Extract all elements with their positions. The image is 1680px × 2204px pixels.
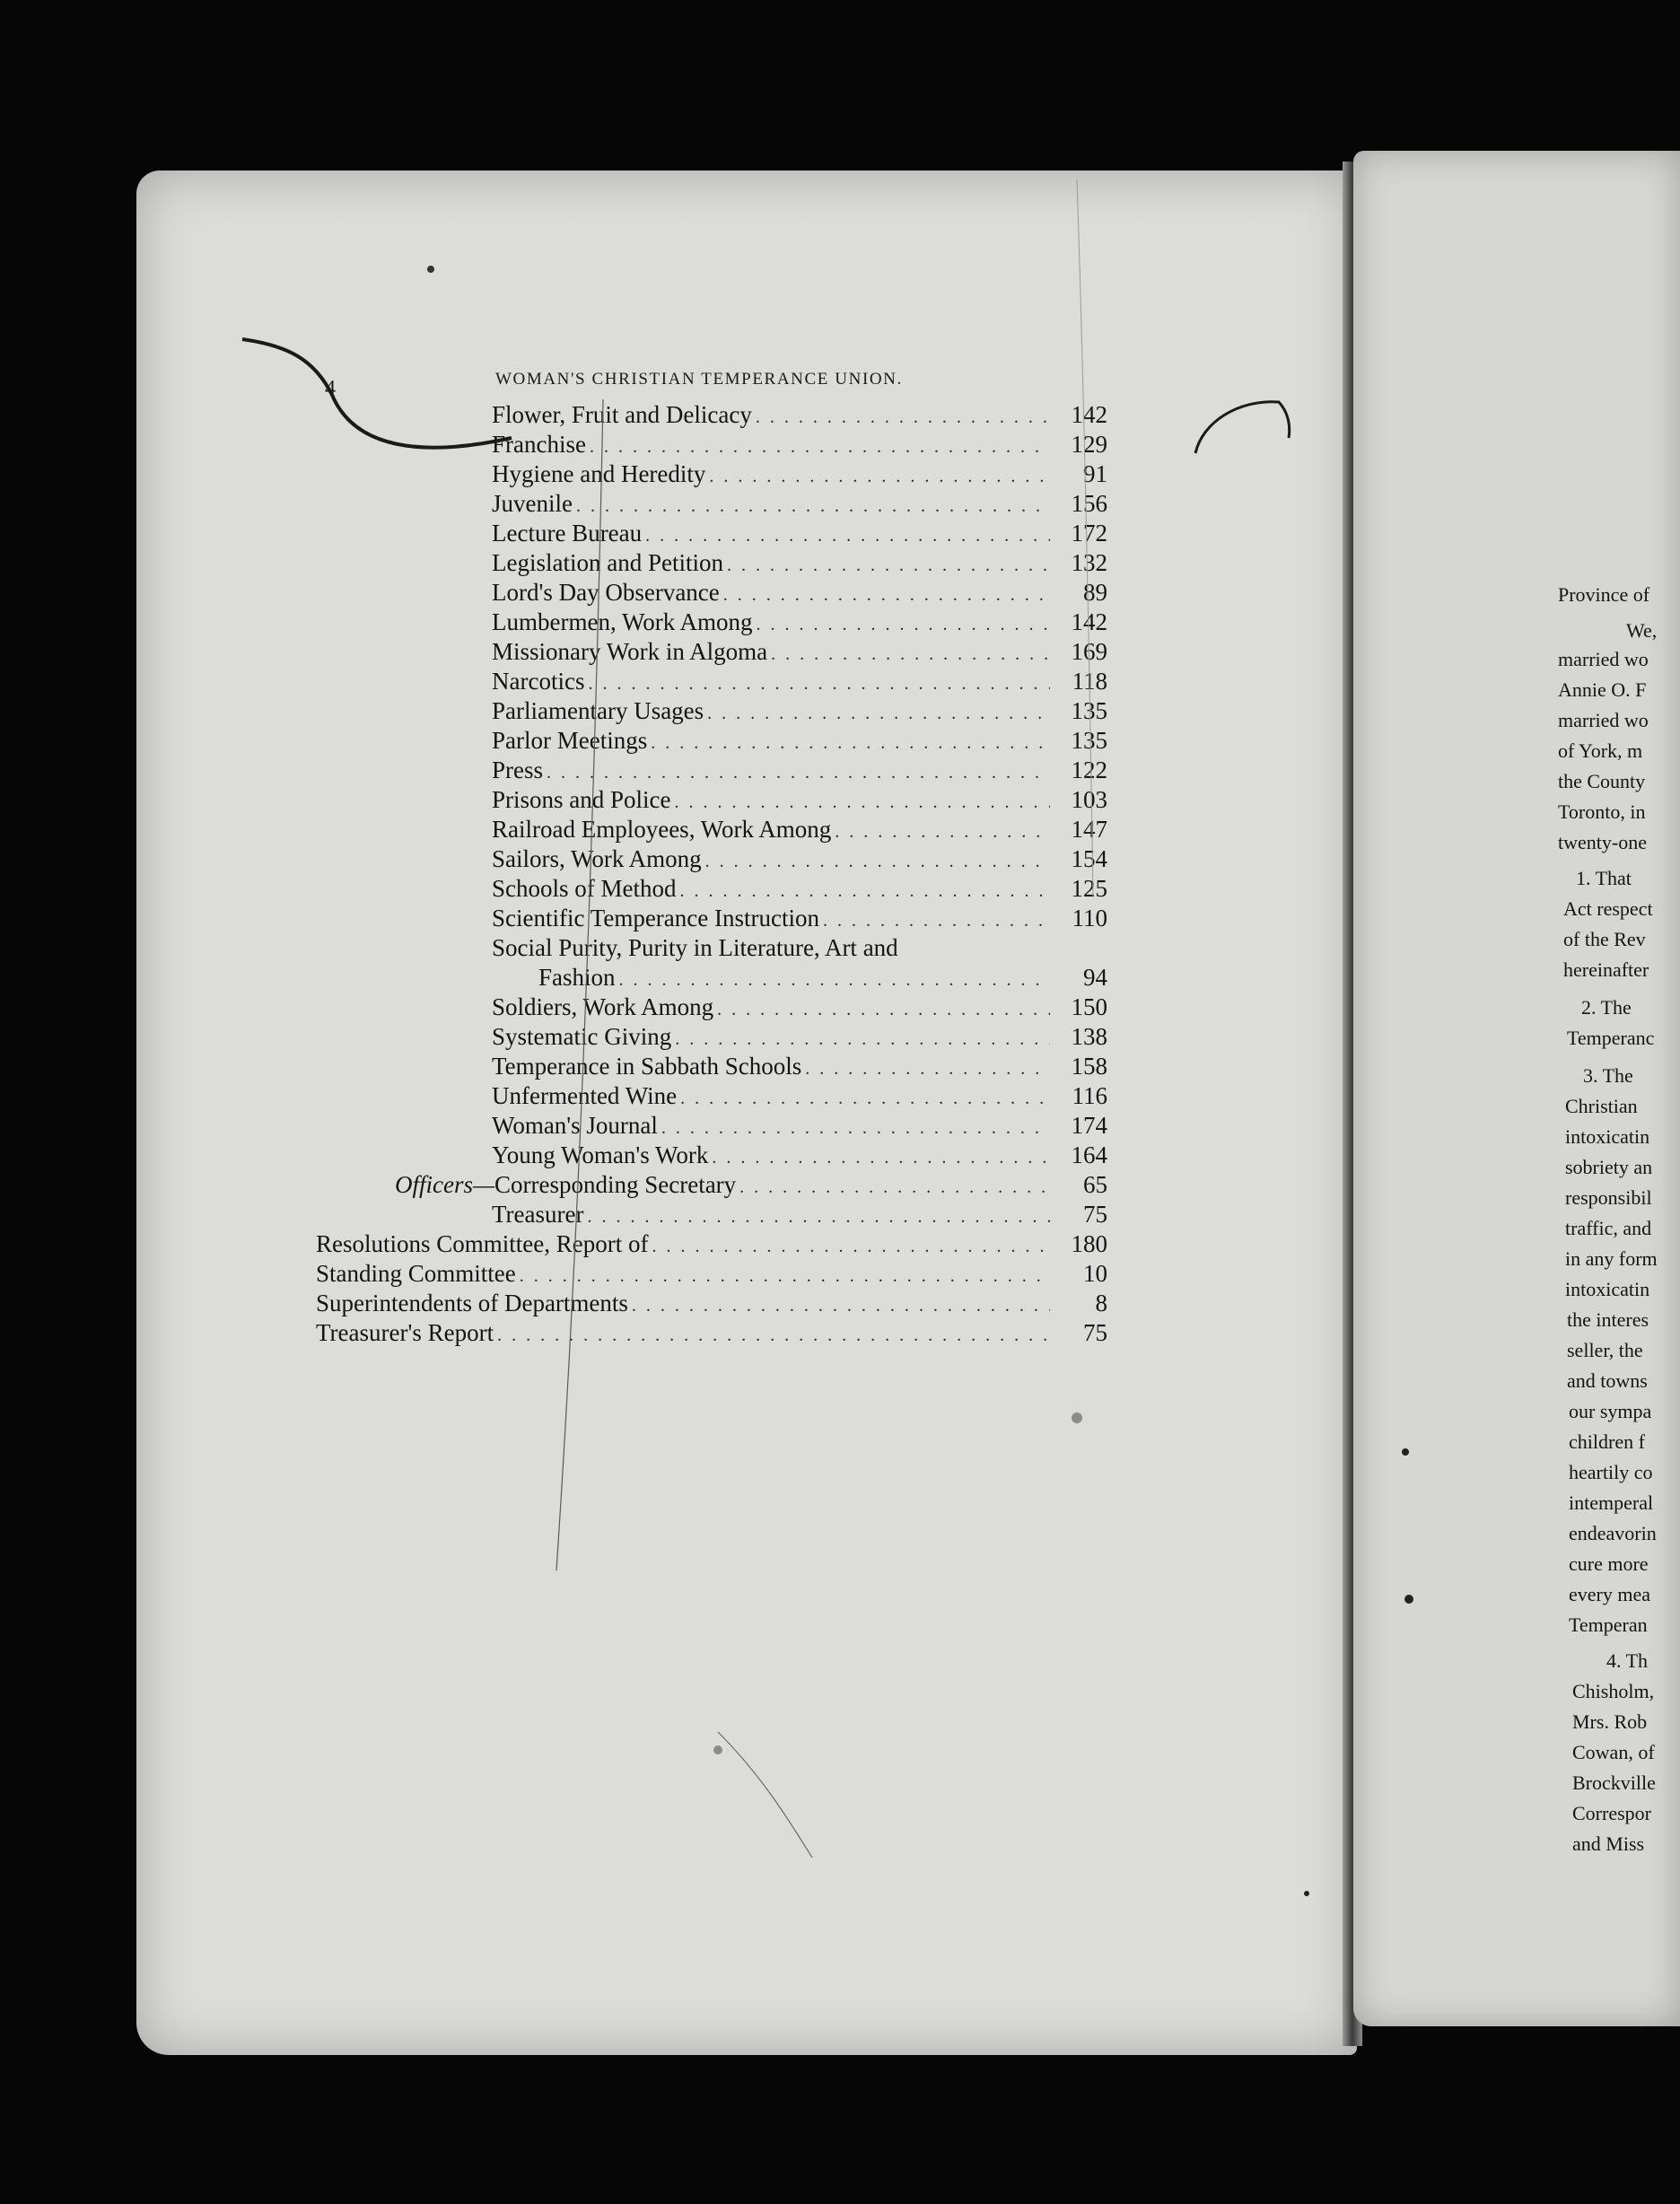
toc-page: 138 — [1071, 1023, 1107, 1050]
ink-spot-mark — [1402, 1448, 1409, 1456]
toc-label: Temperance in Sabbath Schools — [492, 1053, 802, 1080]
ink-spot-mark — [427, 266, 434, 273]
right-page-line: the interes — [1567, 1308, 1649, 1331]
toc-label: Woman's Journal — [492, 1112, 658, 1139]
ink-spot-mark — [1072, 1412, 1082, 1423]
toc-label: Sailors, Work Among — [492, 845, 702, 872]
right-page-line: heartily co — [1569, 1461, 1653, 1483]
right-page-line: Toronto, in — [1558, 800, 1646, 823]
toc-label: Treasurer — [492, 1201, 584, 1228]
toc-page: 75 — [1083, 1201, 1107, 1228]
toc-label: Officers— — [395, 1171, 494, 1198]
right-page-line: 4. Th — [1606, 1649, 1649, 1672]
right-page-line: and towns — [1567, 1369, 1648, 1392]
toc-label: Railroad Employees, Work Among — [492, 816, 832, 843]
right-page-line: twenty-one — [1558, 831, 1647, 853]
right-page-line: of York, m — [1558, 739, 1643, 762]
toc-page: 174 — [1071, 1112, 1107, 1139]
right-page-line: endeavorin — [1569, 1522, 1657, 1544]
right-page-line: Temperan — [1569, 1614, 1648, 1636]
right-page-line: every mea — [1569, 1583, 1650, 1605]
toc-page: 122 — [1071, 757, 1107, 783]
right-page-line: intoxicatin — [1565, 1278, 1650, 1300]
toc-label: Unfermented Wine — [492, 1082, 678, 1109]
toc-page: 89 — [1083, 579, 1107, 606]
right-page-line: married wo — [1558, 648, 1649, 670]
right-page-line: 1. That — [1576, 867, 1632, 889]
page-number: 4 — [325, 377, 336, 400]
toc-label: Young Woman's Work — [492, 1141, 709, 1168]
right-page-line: cure more — [1569, 1552, 1649, 1575]
toc-page: 158 — [1071, 1053, 1107, 1080]
toc-page: 65 — [1083, 1171, 1107, 1198]
right-page-line: seller, the — [1567, 1339, 1643, 1361]
toc-page: 103 — [1071, 786, 1107, 813]
toc-label: Superintendents of Departments — [316, 1290, 628, 1316]
toc-page: 94 — [1083, 964, 1107, 991]
toc-page: 75 — [1083, 1319, 1107, 1346]
toc-label: Lecture Bureau — [492, 520, 643, 547]
toc-label: Juvenile — [492, 490, 573, 517]
right-page-line: intoxicatin — [1565, 1125, 1650, 1148]
toc-label: Schools of Method — [492, 875, 677, 902]
toc-label: Treasurer's Report — [316, 1319, 494, 1346]
right-page-line: Correspor — [1572, 1802, 1651, 1824]
toc-label: Soldiers, Work Among — [492, 993, 714, 1020]
toc-label: Corresponding Secretary — [494, 1171, 737, 1198]
toc-page: 169 — [1071, 638, 1107, 665]
toc-label: Resolutions Committee, Report of — [316, 1230, 649, 1257]
toc-label: Flower, Fruit and Delicacy — [492, 401, 752, 428]
right-page-line: Annie O. F — [1558, 678, 1647, 701]
toc-label: Prisons and Police — [492, 786, 671, 813]
toc-page: 135 — [1071, 727, 1107, 754]
toc-label: Hygiene and Heredity — [492, 460, 706, 487]
toc-page: 142 — [1071, 401, 1107, 428]
right-page-line: Brockville — [1572, 1771, 1656, 1794]
page-scratch-mark — [718, 1732, 812, 1858]
toc-page: 132 — [1071, 549, 1107, 576]
toc-page: 91 — [1083, 460, 1107, 487]
right-page-line: in any form — [1565, 1247, 1658, 1270]
toc-label: Legislation and Petition — [492, 549, 723, 576]
page-scratch-mark — [1077, 179, 1093, 897]
toc-label: Parliamentary Usages — [492, 697, 704, 724]
ink-spot-mark — [1404, 1595, 1413, 1604]
toc-label: Systematic Giving — [492, 1023, 672, 1050]
toc-label: Social Purity, Purity in Literature, Art and — [492, 934, 898, 961]
right-page-line: of the Rev — [1563, 928, 1646, 950]
right-page-line: hereinafter — [1563, 958, 1649, 981]
toc-label: Lumbermen, Work Among — [492, 608, 753, 635]
right-page-line: and Miss — [1572, 1832, 1645, 1855]
toc-page: 150 — [1071, 993, 1107, 1020]
toc-page: 110 — [1072, 905, 1107, 931]
toc-page: 164 — [1071, 1141, 1107, 1168]
right-page-line: Mrs. Rob — [1572, 1710, 1648, 1733]
toc-label: Parlor Meetings — [492, 727, 648, 754]
right-page-line: Temperanc — [1567, 1027, 1655, 1049]
toc-page: 118 — [1072, 668, 1107, 695]
running-title: WOMAN'S CHRISTIAN TEMPERANCE UNION. — [495, 370, 903, 389]
ink-spot-mark — [1304, 1891, 1309, 1896]
right-page-line: Act respect — [1563, 897, 1653, 920]
toc-label: Narcotics — [492, 668, 585, 695]
toc-label: Fashion — [538, 964, 616, 991]
right-page-line: married wo — [1558, 709, 1649, 731]
toc-page: 10 — [1083, 1260, 1107, 1287]
pen-arc-mark — [1195, 402, 1290, 453]
ink-spot-mark — [713, 1745, 722, 1754]
right-page-line: traffic, and — [1565, 1217, 1652, 1239]
toc-page: 156 — [1071, 490, 1107, 517]
right-page-line: responsibil — [1565, 1186, 1652, 1209]
right-page-line: 2. The — [1581, 996, 1632, 1019]
toc-page: 125 — [1071, 875, 1107, 902]
right-page-line: Chisholm, — [1572, 1680, 1655, 1702]
right-page-line: Cowan, of — [1572, 1741, 1655, 1763]
toc-label: Missionary Work in Algoma — [492, 638, 768, 665]
right-page-line: Province of — [1558, 583, 1650, 606]
toc-label: Press — [492, 757, 544, 783]
toc-label: Franchise — [492, 431, 586, 458]
right-page-line: intemperal — [1569, 1491, 1654, 1514]
toc-page: 135 — [1071, 697, 1107, 724]
right-page-line: children f — [1569, 1430, 1645, 1453]
page-scratch-mark — [556, 399, 603, 1570]
toc-page: 142 — [1071, 608, 1107, 635]
right-page-line: Christian — [1565, 1095, 1638, 1117]
pen-stroke-mark — [242, 339, 512, 448]
toc-page: 172 — [1071, 520, 1107, 547]
toc-page: 116 — [1072, 1082, 1107, 1109]
right-page-line: 3. The — [1583, 1064, 1633, 1087]
toc-label: Lord's Day Observance — [492, 579, 720, 606]
toc-page: 147 — [1071, 816, 1107, 843]
right-page-line: the County — [1558, 770, 1646, 792]
right-page-line: sobriety an — [1565, 1156, 1653, 1178]
toc-label: Scientific Temperance Instruction — [492, 905, 819, 931]
right-page-line: We, — [1626, 619, 1658, 642]
toc-page: 8 — [1095, 1290, 1107, 1316]
toc-page: 129 — [1071, 431, 1107, 458]
toc-page: 180 — [1071, 1230, 1107, 1257]
toc-page: 154 — [1071, 845, 1107, 872]
right-page-line: our sympa — [1569, 1400, 1652, 1422]
toc-label: Standing Committee — [316, 1260, 516, 1287]
